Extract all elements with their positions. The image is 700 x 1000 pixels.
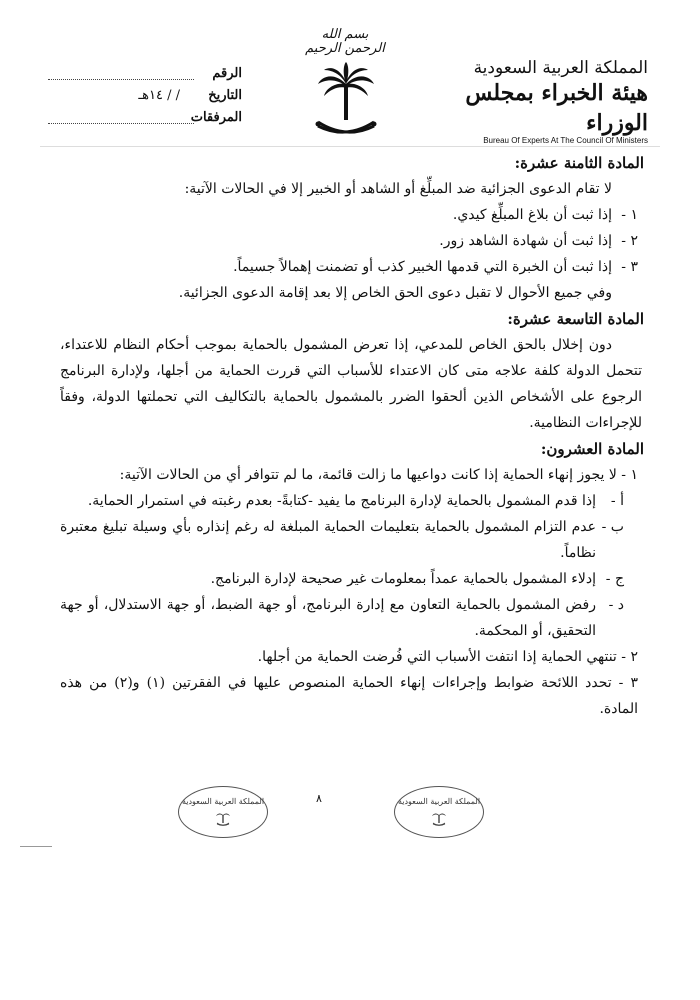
- seal-text: المملكة العربية السعودية: [397, 797, 481, 806]
- page-number: ٨: [316, 792, 322, 805]
- seal-emblem-icon: [431, 811, 447, 827]
- article-18-intro: لا تقام الدعوى الجزائية ضد المبلِّغ أو الشاهد أو الخبير إلا في الحالات الآتية:: [184, 181, 612, 197]
- article-20-title: المادة العشرون:: [540, 440, 644, 458]
- article-18-closing: وفي جميع الأحوال لا تقبل دعوى الحق الخاص إلا بعد إقامة الدعوى الجزائية.: [178, 285, 612, 301]
- item-text: رفض المشمول بالحماية التعاون مع إدارة البرنامج، أو جهة الضبط، أو جهة الاستدلال، أو جهة التحقيق، أو المحكمة.: [60, 597, 596, 639]
- date-label: التاريخ: [208, 88, 242, 103]
- header-divider: [40, 146, 660, 147]
- date-row: [42, 88, 242, 110]
- item-text: عدم التزام المشمول بالحماية بتعليمات الحماية المبلغة له رغم إنذاره بأي وسيلة تبليغ معتبرة نظاماً.: [60, 519, 596, 561]
- item-text: إذا ثبت أن بلاغ المبلِّغ كيدي.: [452, 207, 612, 223]
- list-item: [60, 202, 642, 228]
- document-body: [60, 150, 642, 722]
- attachments-line: [48, 123, 194, 124]
- item-letter: ج -: [605, 571, 624, 587]
- official-seal-left: [178, 786, 268, 838]
- org-country: المملكة العربية السعودية: [473, 58, 648, 78]
- official-seal-right: [394, 786, 484, 838]
- palm-swords-emblem-icon: [312, 62, 380, 142]
- basmala: بسم الله الرحمن الرحيم: [305, 27, 385, 56]
- org-name: هيئة الخبراء بمجلس الوزراء: [465, 80, 648, 136]
- list-item: [60, 566, 642, 592]
- list-item: [60, 488, 642, 514]
- list-item: [60, 514, 642, 566]
- item-letter: ب -: [601, 519, 624, 535]
- article-19-title: المادة التاسعة عشرة:: [507, 310, 644, 328]
- item-text: إدلاء المشمول بالحماية عمداً بمعلومات غير صحيحة لإدارة البرنامج.: [210, 571, 596, 587]
- article-20-paragraph-2: ٢ - تنتهي الحماية إذا انتفت الأسباب التي فُرضت الحماية من أجلها.: [257, 649, 638, 665]
- article-20-paragraph-3: ٣ - تحدد اللائحة ضوابط وإجراءات إنهاء الحماية المنصوص عليها في الفقرتين (١) و(٢) من هذه المادة.: [60, 675, 638, 717]
- ref-number-line: [48, 79, 194, 80]
- seal-text: المملكة العربية السعودية: [181, 797, 265, 806]
- org-english-name: Bureau Of Experts At The Council Of Ministers: [483, 136, 648, 145]
- ref-number-row: [42, 66, 242, 88]
- article-19-body: دون إخلال بالحق الخاص للمدعي، إذا تعرض المشمول بالحماية بموجب أحكام النظام للاعتداء، تتحمل الدولة كلفة علاجه متى كان الاعتداء للأسباب التي قررت الحماية من أجلها، ولإدارة البرنامج الرجوع على الأشخاص الذين ألحقوا الضرر بالمشمول بالحماية بالتكاليف التي تحملتها الدولة، وفقاً للإجراءات النظامية.: [60, 337, 642, 431]
- attachments-row: [42, 110, 242, 132]
- item-number: ٣ -: [621, 259, 638, 275]
- seal-emblem-icon: [215, 811, 231, 827]
- attachments-label: المرفقات: [190, 110, 242, 125]
- item-letter: د -: [608, 597, 624, 613]
- organization-block: [438, 58, 648, 145]
- ref-number-label: الرقم: [212, 66, 242, 81]
- item-letter: أ -: [610, 493, 624, 509]
- list-item: [60, 592, 642, 644]
- item-text: إذا ثبت أن شهادة الشاهد زور.: [439, 233, 612, 249]
- article-19-text: [60, 332, 642, 436]
- reference-fields: [42, 66, 242, 132]
- item-number: ٢ -: [621, 233, 638, 249]
- list-item: [60, 254, 642, 280]
- margin-mark: [20, 846, 52, 847]
- date-value: / / ١٤هـ: [138, 88, 180, 103]
- article-20-paragraph-1: ١ - لا يجوز إنهاء الحماية إذا كانت دواعيها ما زالت قائمة، ما لم تتوافر أي من الحالات الآتية:: [119, 467, 638, 483]
- article-18-title: المادة الثامنة عشرة:: [514, 154, 644, 172]
- list-item: [60, 228, 642, 254]
- item-text: إذا ثبت أن الخبرة التي قدمها الخبير كذب أو تضمنت إهمالاً جسيماً.: [233, 259, 612, 275]
- item-number: ١ -: [621, 207, 638, 223]
- item-text: إذا قدم المشمول بالحماية لإدارة البرنامج ما يفيد -كتابةً- بعدم رغبته في استمرار الحماية.: [87, 493, 596, 509]
